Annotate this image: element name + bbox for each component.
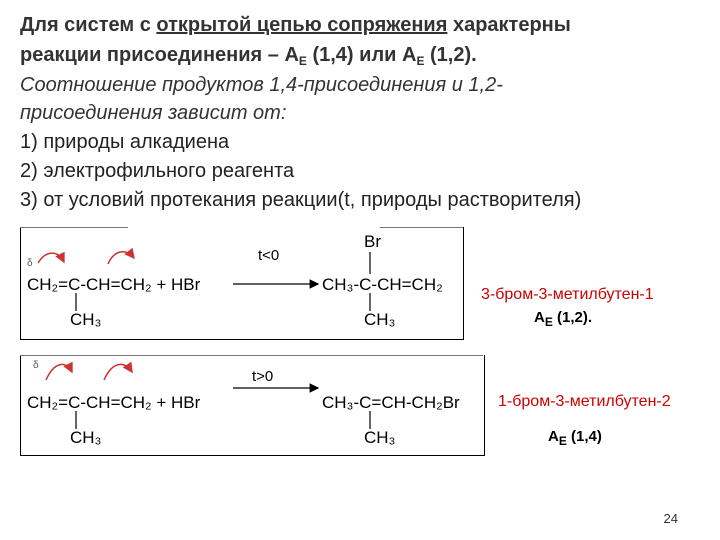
reaction-1-delta: δ <box>27 258 33 269</box>
reaction-2-product-methyl: CH₃ <box>364 428 396 447</box>
reaction-1-product: CH₃-C-CH=CH₂ <box>322 275 443 294</box>
heading-text-open-chain: открытой цепью сопряжения <box>156 14 448 36</box>
factor-2: 2) электрофильного реагента <box>20 160 295 182</box>
intro-line-1: Соотношение продуктов 1,4-присоединения и 1,2- <box>20 74 503 96</box>
factor-3: 3) от условий протекания реакции(t, природы растворителя) <box>20 189 582 211</box>
factor-1: 1) природы алкадиена <box>20 131 230 153</box>
reaction-2-delta: δ <box>33 360 39 371</box>
reaction-1-curved-arrow-2 <box>108 252 134 264</box>
reaction-1-curved-arrow-1 <box>38 253 64 263</box>
reaction-1-type-a: А <box>534 309 545 326</box>
reaction-2-curved-arrow-1 <box>46 364 72 380</box>
reaction-1-condition: t<0 <box>258 247 280 264</box>
reaction-1-product-br: Br <box>364 232 381 251</box>
heading-text-e: (1,4) или А <box>306 44 417 66</box>
reaction-1-type-sub: Е <box>544 315 553 329</box>
reaction-2-condition: t>0 <box>252 368 274 385</box>
reaction-2-reactant-methyl: CH₃ <box>70 428 102 447</box>
intro-line-2: присоединения зависит от: <box>20 102 287 124</box>
reaction-1-product-methyl: CH₃ <box>364 310 396 329</box>
heading-sub-2: Е <box>416 54 425 68</box>
page-number: 24 <box>663 511 678 526</box>
reaction-2-product-name: 1-бром-3-метилбутен-2 <box>498 393 671 410</box>
reaction-1-reactant: CH₂=C-CH=CH₂ + HBr <box>27 275 201 294</box>
reaction-2-type-b: (1,4) <box>566 428 602 445</box>
reaction-1-type-b: (1,2). <box>552 309 593 326</box>
heading-text-a: Для систем с <box>20 14 157 36</box>
reaction-1-product-name: 3-бром-3-метилбутен-1 <box>481 286 654 303</box>
reaction-2-curved-arrow-2 <box>104 364 132 380</box>
heading-text-f: (1,2). <box>424 44 477 66</box>
reaction-1-reactant-methyl: CH₃ <box>70 310 102 329</box>
heading-text-d: реакции присоединения – А <box>20 44 299 66</box>
reaction-2-reactant: CH₂=C-CH=CH₂ + HBr <box>27 393 201 412</box>
heading-sub-1: Е <box>298 54 307 68</box>
reaction-2-type-a: А <box>548 428 559 445</box>
reaction-2-product: CH₃-C=CH-CH₂Br <box>322 393 460 412</box>
heading-text-c: характерны <box>447 14 571 36</box>
reaction-2-type-sub: Е <box>558 434 567 448</box>
